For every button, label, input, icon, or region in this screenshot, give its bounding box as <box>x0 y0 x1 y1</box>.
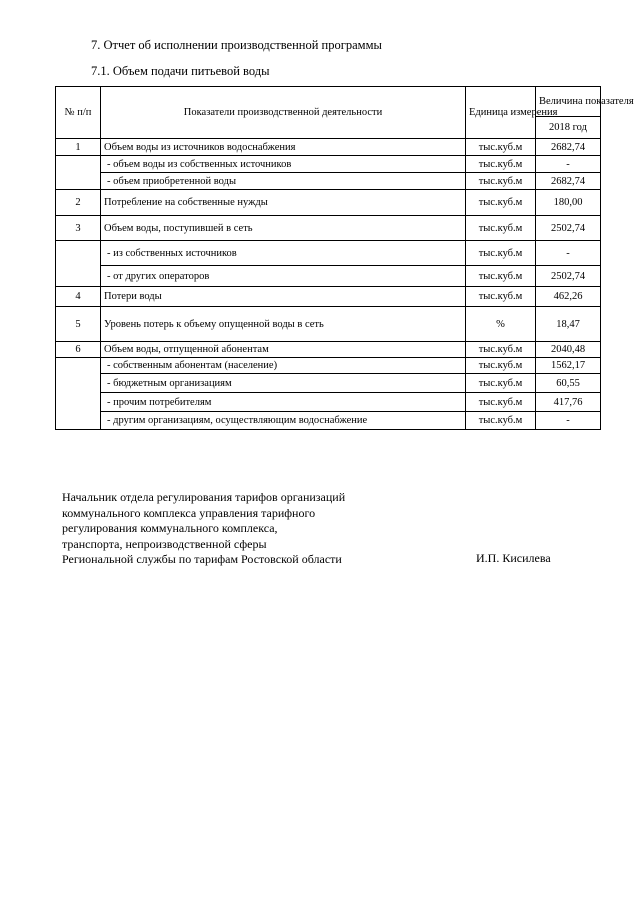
row-num <box>56 358 101 374</box>
table-row <box>56 287 601 307</box>
row-unit: % <box>466 307 536 342</box>
row-num <box>56 173 101 190</box>
header-indicator: Показатели производственной деятельности <box>101 87 466 139</box>
row-num: 2 <box>56 190 101 216</box>
table-row <box>56 393 601 412</box>
table-row <box>56 173 601 190</box>
row-num <box>56 156 101 173</box>
row-value: 2040,48 <box>536 342 601 358</box>
table-row <box>56 156 601 173</box>
row-value: - <box>536 156 601 173</box>
table-row <box>56 374 601 393</box>
table-row <box>56 190 601 216</box>
row-value: 180,00 <box>536 190 601 216</box>
row-value: 60,55 <box>536 374 601 393</box>
row-unit: тыс.куб.м <box>466 266 536 287</box>
row-indicator: - собственным абонентам (население) <box>101 358 466 374</box>
row-indicator: Уровень потерь к объему опущенной воды в сеть <box>101 307 466 342</box>
row-unit: тыс.куб.м <box>466 412 536 430</box>
row-indicator: Потери воды <box>101 287 466 307</box>
row-indicator: - от других операторов <box>101 266 466 287</box>
header-year: 2018 год <box>536 117 601 139</box>
row-unit: тыс.куб.м <box>466 374 536 393</box>
row-indicator: - объем воды из собственных источников <box>101 156 466 173</box>
row-unit: тыс.куб.м <box>466 139 536 156</box>
section-heading: 7. Отчет об исполнении производственной программы <box>91 38 382 52</box>
row-indicator: Объем воды из источников водоснабжения <box>101 139 466 156</box>
row-value: 2502,74 <box>536 216 601 241</box>
table-row <box>56 307 601 342</box>
water-supply-table <box>55 86 634 430</box>
row-num: 4 <box>56 287 101 307</box>
row-value: 2682,74 <box>536 139 601 156</box>
header-unit: Единица измерения <box>466 87 536 139</box>
row-indicator: Объем воды, поступившей в сеть <box>101 216 466 241</box>
row-num <box>56 393 101 412</box>
row-value: 1562,17 <box>536 358 601 374</box>
row-value: 417,76 <box>536 393 601 412</box>
row-num: 1 <box>56 139 101 156</box>
row-unit: тыс.куб.м <box>466 393 536 412</box>
row-indicator: Объем воды, отпущенной абонентам <box>101 342 466 358</box>
signature-block <box>62 490 345 568</box>
signature-line: Начальник отдела регулирования тарифов организаций <box>62 490 346 504</box>
row-unit: тыс.куб.м <box>466 342 536 358</box>
row-num <box>56 374 101 393</box>
row-indicator: Потребление на собственные нужды <box>101 190 466 216</box>
row-unit: тыс.куб.м <box>466 287 536 307</box>
row-unit: тыс.куб.м <box>466 216 536 241</box>
row-num <box>56 412 101 430</box>
row-unit: тыс.куб.м <box>466 241 536 266</box>
signature-line: коммунального комплекса управления тарифного <box>62 505 316 520</box>
row-num <box>56 266 101 287</box>
row-value: - <box>536 412 601 430</box>
row-num: 6 <box>56 342 101 358</box>
table-row <box>56 266 601 287</box>
row-num <box>56 241 101 266</box>
row-indicator: - объем приобретенной воды <box>101 173 466 190</box>
row-value: - <box>536 241 601 266</box>
table-row <box>56 241 601 266</box>
table-row <box>56 216 601 241</box>
subsection-heading: 7.1. Объем подачи питьевой воды <box>91 64 270 78</box>
row-indicator: - из собственных источников <box>101 241 466 266</box>
row-value: 18,47 <box>536 307 601 342</box>
table-row <box>56 139 601 156</box>
row-unit: тыс.куб.м <box>466 173 536 190</box>
row-value: 462,26 <box>536 287 601 307</box>
row-indicator: - другим организациям, осуществляющим водоснабжение <box>101 412 466 430</box>
header-value: Величина показателя <box>536 87 601 117</box>
row-unit: тыс.куб.м <box>466 190 536 216</box>
table-row <box>56 412 601 430</box>
table-row <box>56 342 601 358</box>
row-num: 3 <box>56 216 101 241</box>
signer-name: И.П. Кисилева <box>476 551 551 565</box>
signature-line: транспорта, непроизводственной сферы <box>62 536 267 551</box>
row-num: 5 <box>56 307 101 342</box>
header-num: № п/п <box>56 87 101 139</box>
table-row <box>56 358 601 374</box>
row-unit: тыс.куб.м <box>466 156 536 173</box>
row-unit: тыс.куб.м <box>466 358 536 374</box>
signature-line: регулирования коммунального комплекса, <box>62 521 278 535</box>
row-value: 2682,74 <box>536 173 601 190</box>
row-value: 2502,74 <box>536 266 601 287</box>
row-indicator: - прочим потребителям <box>101 393 466 412</box>
signature-line: Региональной службы по тарифам Ростовской области <box>62 552 342 566</box>
row-indicator: - бюджетным организациям <box>101 374 466 393</box>
